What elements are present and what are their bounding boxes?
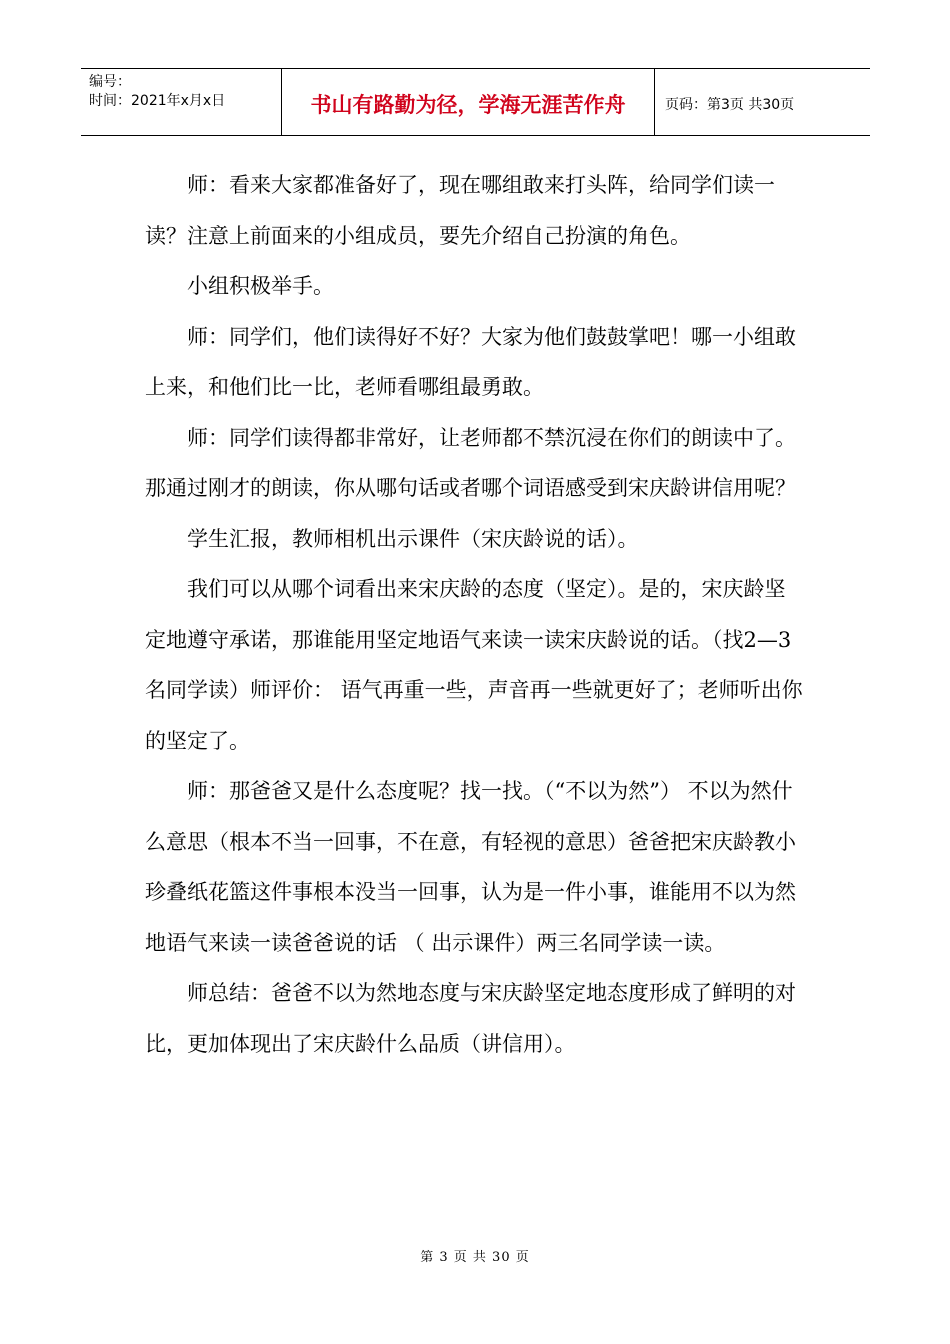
document-body xyxy=(145,160,805,1069)
header-time-label: 时间：2021年x月x日 xyxy=(89,93,226,109)
header-meta-cell xyxy=(81,69,282,135)
paragraph: 师：同学们读得都非常好，让老师都不禁沉浸在你们的朗读中了。那通过刚才的朗读，你从哪句话或者哪个词语感受到宋庆龄讲信用呢？ xyxy=(145,425,796,500)
paragraph: 师总结：爸爸不以为然地态度与宋庆龄坚定地态度形成了鲜明的对比，更加体现出了宋庆龄什么品质（讲信用）。 xyxy=(145,981,796,1056)
paragraph: 学生汇报，教师相机出示课件（宋庆龄说的话）。 xyxy=(187,526,639,551)
header-page-info: 页码：第3页 共30页 xyxy=(665,97,795,113)
header-motto: 书山有路勤为径，学海无涯苦作舟 xyxy=(282,69,655,135)
page-footer: 第 3 页 共 30 页 xyxy=(420,1250,530,1265)
paragraph: 小组积极举手。 xyxy=(187,274,334,298)
paragraph: 师：同学们，他们读得好不好？大家为他们鼓鼓掌吧！哪一小组敢上来，和他们比一比，老师看哪组最勇敢。 xyxy=(145,324,796,399)
document-header xyxy=(81,68,870,136)
paragraph: 师：看来大家都准备好了，现在哪组敢来打头阵，给同学们读一读？注意上前面来的小组成员，要先介绍自己扮演的角色。 xyxy=(145,173,775,248)
header-number-label: 编号： xyxy=(89,74,131,90)
paragraph: 我们可以从哪个词看出来宋庆龄的态度（坚定）。是的，宋庆龄坚定地遵守承诺，那谁能用坚定地语气来读一读宋庆龄说的话。（找2—3名同学读）师评价： 语气再重一些，声音再一些就更好了；老师听出你的坚定了。 xyxy=(145,577,803,753)
paragraph: 师：那爸爸又是什么态度呢？找一找。（“不以为然”） 不以为然什么意思（根本不当一回事，不在意，有轻视的意思）爸爸把宋庆龄教小珍叠纸花篮这件事根本没当一回事，认为是一件小事，谁能用不以为然地语气来读一读爸爸说的话 （ 出示课件）两三名同学读一读。 xyxy=(145,779,796,955)
